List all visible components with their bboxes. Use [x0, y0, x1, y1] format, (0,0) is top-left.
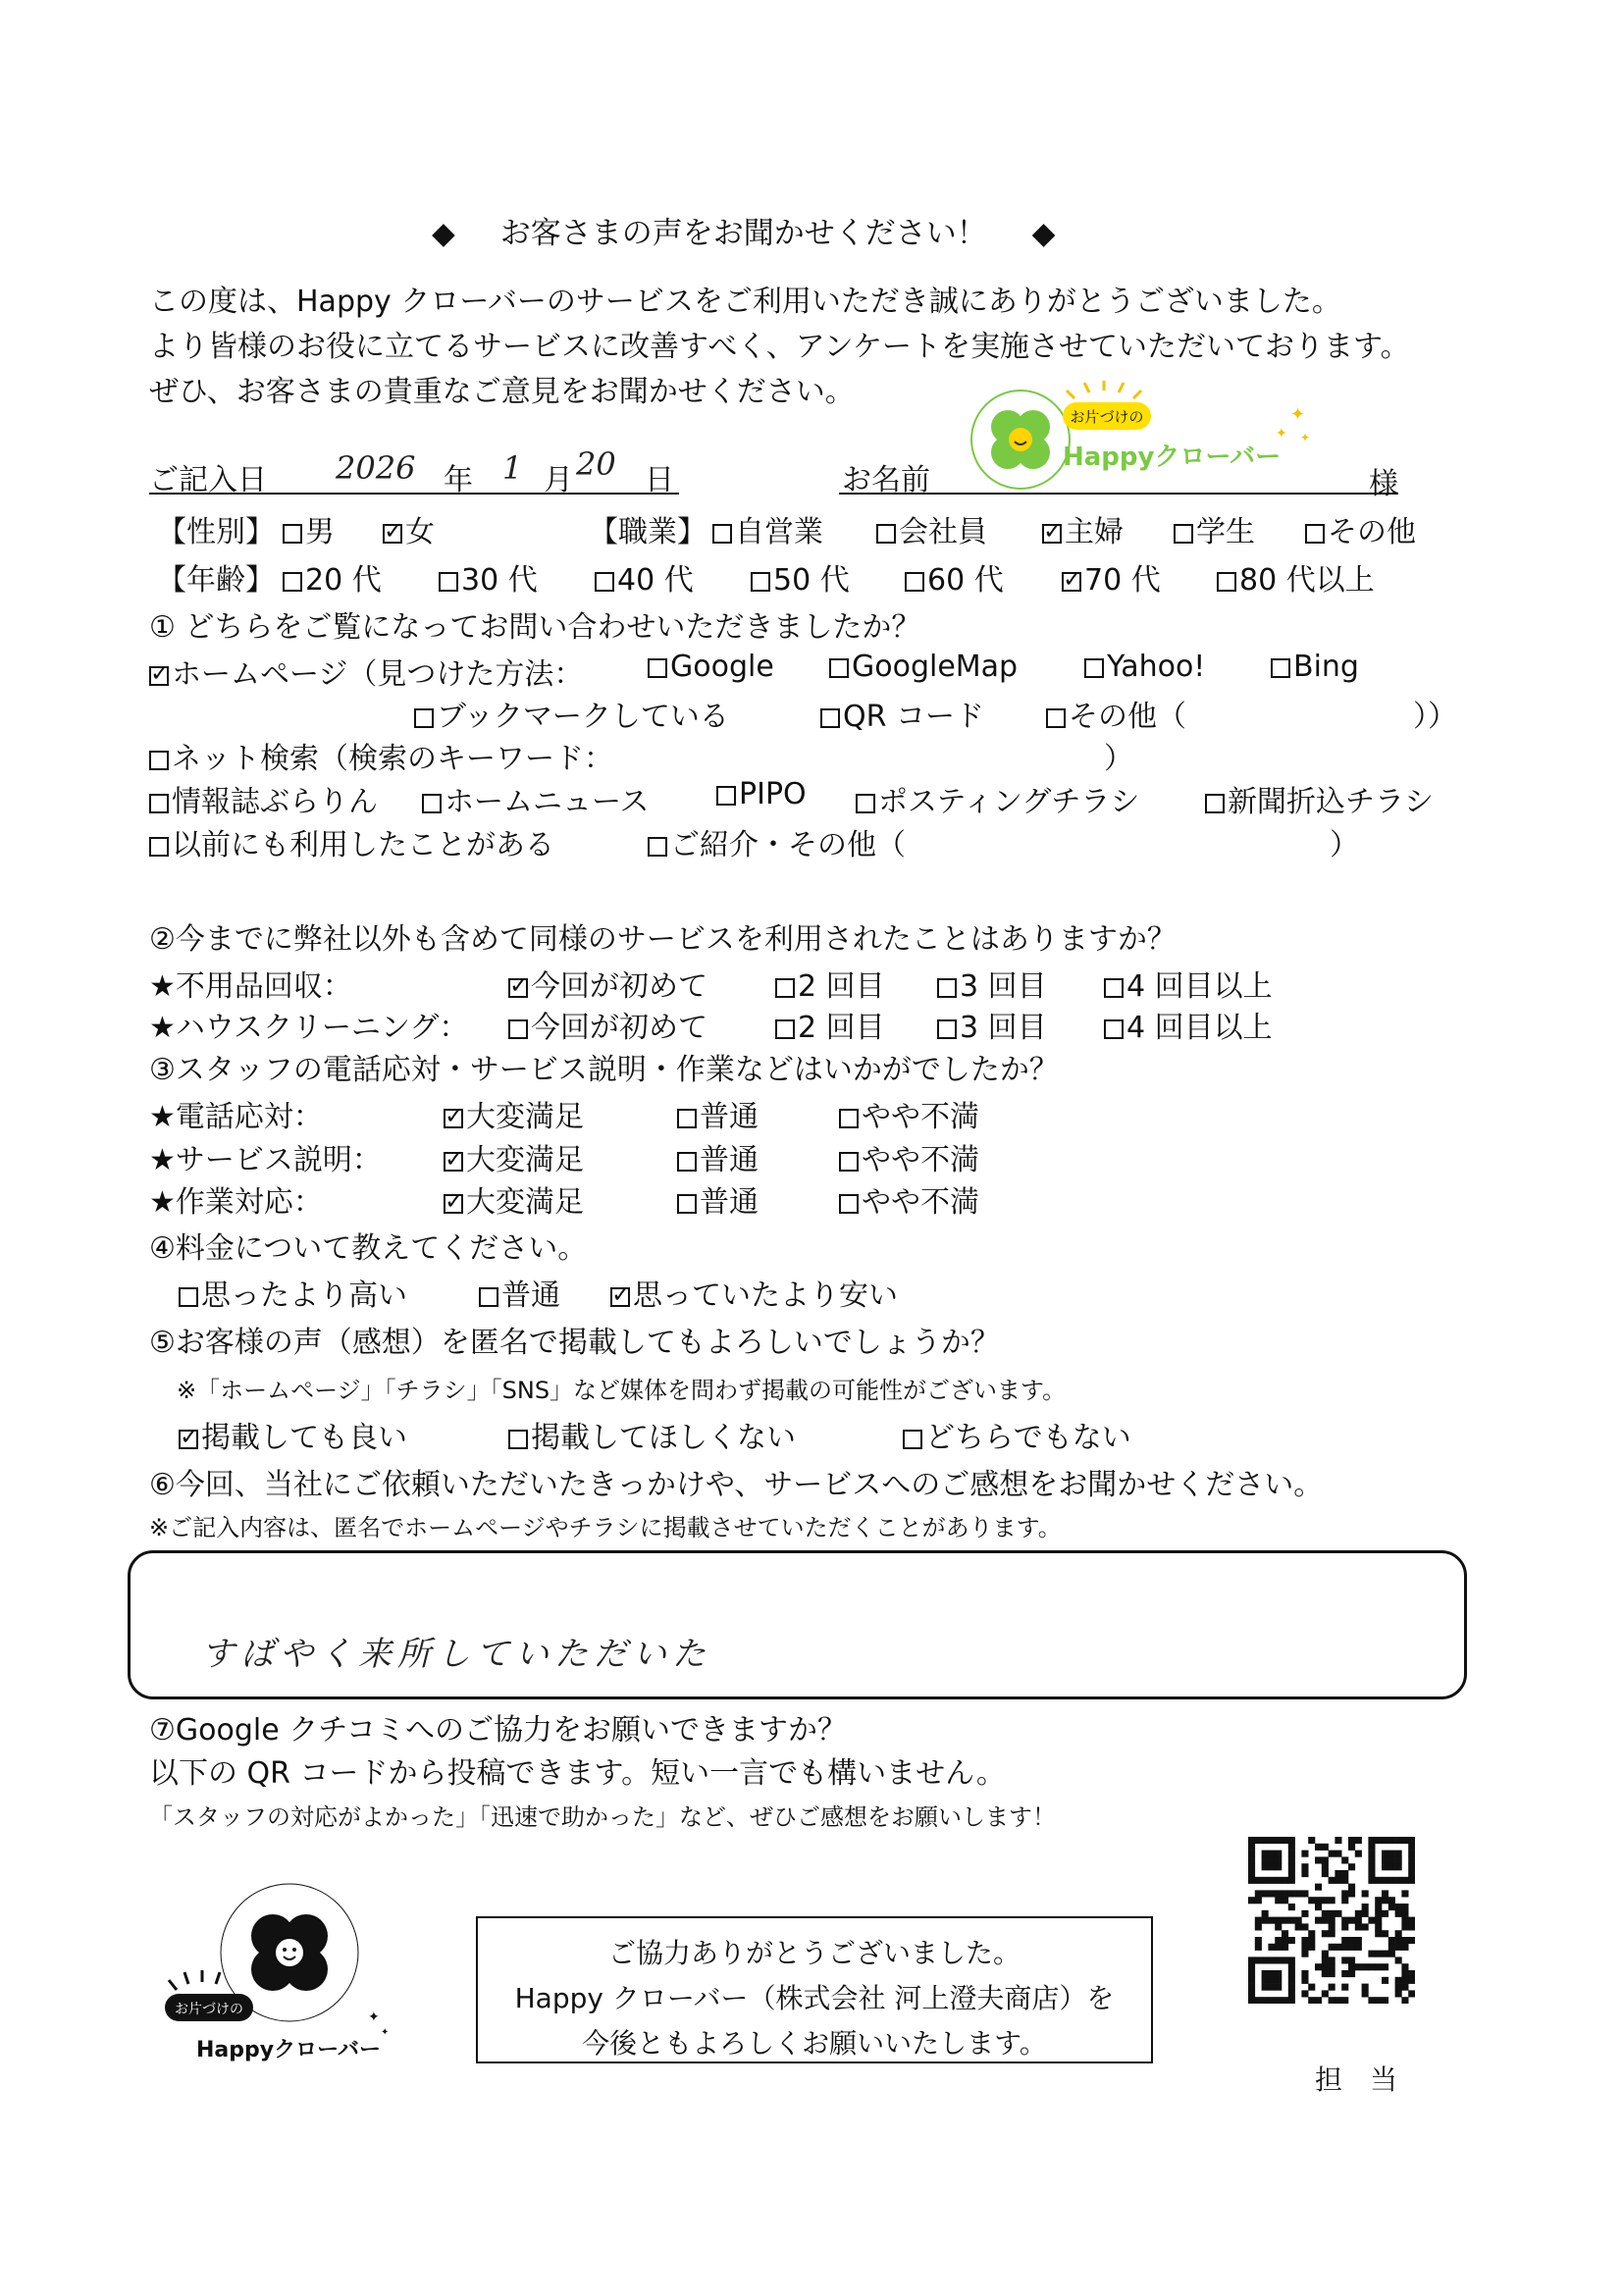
q3-work-normal[interactable]: 普通 — [677, 1177, 759, 1221]
name-label: お名前 — [842, 463, 930, 497]
checkbox-checked-icon[interactable] — [1062, 572, 1081, 592]
q2-cleaning-fourth-plus[interactable]: 4 回目以上 — [1104, 1003, 1273, 1046]
checkbox-icon[interactable] — [283, 572, 302, 592]
checkbox-icon[interactable] — [937, 1019, 957, 1039]
job-option-self-employed[interactable]: 自営業 — [712, 507, 823, 550]
checkbox-icon[interactable] — [439, 572, 458, 592]
month-value[interactable]: 1 — [502, 449, 523, 487]
checkbox-icon[interactable] — [876, 524, 896, 544]
checkbox-icon[interactable] — [716, 786, 736, 806]
q1-media-info-magazine[interactable]: 情報誌ぶらりん — [149, 777, 378, 820]
checkbox-checked-icon[interactable] — [444, 1152, 463, 1172]
q5-note: ※「ホームページ」「チラシ」「SNS」など媒体を問わず掲載の可能性がございます。 — [177, 1377, 1067, 1404]
day-value[interactable]: 20 — [576, 445, 616, 483]
age-option-80-plus[interactable]: 80 代以上 — [1217, 555, 1375, 599]
checkbox-icon[interactable] — [677, 1109, 697, 1128]
date-label: ご記入日 — [149, 463, 267, 497]
q4-normal[interactable]: 普通 — [479, 1271, 560, 1314]
q2-cleaning-third[interactable]: 3 回目 — [937, 1003, 1047, 1046]
q1-method-bookmark[interactable]: ブックマークしている — [414, 692, 729, 735]
svg-text:✦: ✦ — [381, 2027, 390, 2038]
age-option-30[interactable]: 30 代 — [439, 555, 538, 599]
checkbox-checked-icon[interactable] — [149, 666, 169, 686]
year-value[interactable]: 2026 — [336, 449, 416, 487]
qr-code[interactable] — [1248, 1837, 1415, 2004]
month-unit: 月 — [544, 463, 573, 497]
q7-line-2: 「スタッフの対応がよかった」「迅速で助かった」など、ぜひご感想をお願いします！ — [149, 1803, 1056, 1831]
job-option-housewife[interactable]: ✓ 主婦 — [1042, 507, 1124, 550]
q2-question: ②今までに弊社以外も含めて同様のサービスを利用されたことはありますか？ — [149, 922, 1177, 957]
q3-work-very-satisfied[interactable]: ✓ 大変満足 — [444, 1177, 584, 1221]
thanks-line-1: ご協力ありがとうございました。 — [607, 1937, 1021, 1969]
q3-phone-dissatisfied[interactable]: やや不満 — [839, 1092, 979, 1135]
checkbox-icon[interactable] — [1174, 524, 1193, 544]
checkbox-icon[interactable] — [479, 1287, 498, 1307]
comment-answer[interactable]: すばやく来所していただいた — [201, 1635, 711, 1674]
logo-top-small-text: お片づけの — [1070, 408, 1144, 426]
q3-phone-very-satisfied[interactable]: ✓ 大変満足 — [444, 1092, 584, 1135]
checkbox-icon[interactable] — [595, 572, 614, 592]
q1-previous-use[interactable]: 以前にも利用したことがある — [149, 820, 554, 863]
checkbox-icon[interactable] — [508, 1019, 528, 1039]
checkbox-icon[interactable] — [751, 572, 770, 592]
q2-row-label-cleaning: ★ハウスクリーニング： — [149, 1011, 469, 1045]
checkbox-icon[interactable] — [1217, 572, 1236, 592]
page-title: お客さまの声をお聞かせください！ — [499, 216, 987, 251]
checkbox-checked-icon[interactable] — [179, 1430, 198, 1449]
checkbox-icon[interactable] — [903, 1430, 922, 1449]
q1-method-other[interactable]: その他（ — [1046, 692, 1186, 735]
q5-disallow[interactable]: 掲載してほしくない — [508, 1413, 796, 1456]
q7-line-1: 以下の QR コードから投稿できます。短い一言でも構いません。 — [149, 1756, 1006, 1791]
checkbox-icon[interactable] — [1104, 1019, 1124, 1039]
q1-method-qr[interactable]: QR コード — [820, 692, 984, 735]
job-option-student[interactable]: 学生 — [1174, 507, 1255, 550]
q3-work-dissatisfied[interactable]: やや不満 — [839, 1177, 979, 1221]
q1-referral-close: ） — [1330, 828, 1359, 862]
logo-bottom-main-text: Happyクローバー — [196, 2038, 381, 2062]
age-option-20[interactable]: 20 代 — [283, 555, 382, 599]
thanks-line-2: Happy クローバー（株式会社 河上澄夫商店）を — [514, 1982, 1115, 2014]
comment-box[interactable] — [128, 1550, 1467, 1699]
q3-explanation-very-satisfied[interactable]: ✓ 大変満足 — [444, 1135, 584, 1178]
clover-logo-bottom-icon — [157, 1874, 402, 2080]
job-option-employee[interactable]: 会社員 — [876, 507, 987, 550]
diamond-icon: ◆ — [432, 216, 455, 251]
q3-question: ③スタッフの電話応対・サービス説明・作業などはいかがでしたか？ — [149, 1053, 1059, 1087]
q1-method-yahoo[interactable]: Yahoo! — [1084, 650, 1205, 684]
checkbox-icon[interactable] — [149, 794, 169, 813]
checkbox-icon[interactable] — [1046, 708, 1066, 728]
q1-method-google[interactable]: Google — [648, 650, 774, 684]
logo-bottom-small-text: お片づけの — [175, 2002, 243, 2017]
q1-media-home-news[interactable]: ホームニュース — [422, 777, 650, 820]
checkbox-icon[interactable] — [839, 1109, 859, 1128]
q4-cheaper[interactable]: ✓ 思っていたより安い — [610, 1271, 898, 1314]
q2-junk-first[interactable]: ✓ 今回が初めて — [508, 962, 707, 1005]
q5-question: ⑤お客様の声（感想）を匿名で掲載してもよろしいでしょうか？ — [149, 1326, 1000, 1360]
q1-homepage-option[interactable]: ✓ホームページ（見つけた方法： — [149, 650, 583, 693]
checkbox-icon[interactable] — [149, 837, 169, 857]
checkbox-icon[interactable] — [1084, 658, 1104, 678]
q4-expensive[interactable]: 思ったより高い — [179, 1271, 407, 1314]
qr-code-icon[interactable] — [1248, 1837, 1415, 2004]
q1-method-bing[interactable]: Bing — [1271, 650, 1359, 684]
age-label: 【年齢】 — [157, 563, 275, 598]
checkbox-icon[interactable] — [422, 794, 442, 813]
svg-text:✦: ✦ — [1290, 404, 1306, 425]
checkbox-icon[interactable] — [712, 524, 732, 544]
thanks-line-3: 今後ともよろしくお願いいたします。 — [582, 2027, 1047, 2060]
checkbox-icon[interactable] — [820, 708, 840, 728]
q1-method-other-close: ）） — [1413, 700, 1457, 734]
q4-question: ④料金について教えてください。 — [149, 1231, 588, 1266]
checkbox-checked-icon[interactable] — [508, 978, 528, 998]
q1-method-googlemap[interactable]: GoogleMap — [829, 650, 1018, 684]
happy-clover-logo-bottom — [157, 1874, 402, 2080]
checkbox-checked-icon[interactable] — [444, 1109, 463, 1128]
checkbox-icon[interactable] — [905, 572, 924, 592]
checkbox-icon[interactable] — [856, 794, 875, 813]
job-option-other[interactable]: その他 — [1305, 507, 1416, 550]
q3-explanation-dissatisfied[interactable]: やや不満 — [839, 1135, 979, 1178]
checkbox-icon[interactable] — [648, 658, 667, 678]
q1-media-newspaper-flyer[interactable]: 新聞折込チラシ — [1205, 777, 1434, 820]
checkbox-checked-icon[interactable] — [1042, 524, 1062, 544]
q6-question: ⑥今回、当社にご依頼いただいたきっかけや、サービスへのご感想をお聞かせください。 — [149, 1468, 1324, 1502]
checkbox-icon[interactable] — [414, 708, 434, 728]
q2-row-label-junk: ★不用品回収： — [149, 969, 352, 1004]
checkbox-icon[interactable] — [937, 978, 957, 998]
q3-row-label-phone: ★電話応対： — [149, 1100, 323, 1134]
q1-media-posting-flyer[interactable]: ポスティングチラシ — [856, 777, 1139, 820]
q1-question: ① どちらをご覧になってお問い合わせいただきましたか？ — [149, 610, 921, 645]
logo-top-main-text: Happyクローバー — [1063, 443, 1282, 472]
checkbox-icon[interactable] — [775, 978, 795, 998]
q5-allow[interactable]: ✓掲載しても良い — [179, 1413, 407, 1456]
day-unit: 日 — [645, 463, 674, 497]
age-option-40[interactable]: 40 代 — [595, 555, 694, 599]
q2-cleaning-first[interactable]: 今回が初めて — [508, 1003, 707, 1046]
checkbox-checked-icon[interactable] — [383, 524, 402, 544]
gender-option-female[interactable]: ✓ 女 — [383, 507, 435, 550]
q2-cleaning-second[interactable]: 2 回目 — [775, 1003, 885, 1046]
q6-note: ※ご記入内容は、匿名でホームページやチラシに掲載させていただくことがあります。 — [149, 1514, 1062, 1541]
checkbox-icon[interactable] — [283, 524, 302, 544]
year-unit: 年 — [444, 463, 473, 497]
checkbox-icon[interactable] — [775, 1019, 795, 1039]
svg-text:✦: ✦ — [1300, 431, 1311, 444]
intro-line-1: この度は、Happy クローバーのサービスをご利用いただき誠にありがとうございました。 — [149, 285, 1341, 319]
q3-explanation-normal[interactable]: 普通 — [677, 1135, 759, 1178]
page-title-row — [432, 208, 1055, 252]
checkbox-icon[interactable] — [1205, 794, 1225, 813]
staff-label: 担 当 — [1315, 2063, 1398, 2096]
checkbox-icon[interactable] — [839, 1152, 859, 1172]
gender-label: 【性別】 — [157, 515, 275, 549]
q1-net-search-option[interactable]: ネット検索（検索のキーワード： — [149, 734, 613, 777]
checkbox-icon[interactable] — [179, 1287, 198, 1307]
q3-phone-normal[interactable]: 普通 — [677, 1092, 759, 1135]
age-option-70[interactable]: ✓ 70 代 — [1062, 555, 1161, 599]
svg-text:✦: ✦ — [368, 2009, 380, 2025]
name-suffix: 様 — [1369, 467, 1398, 501]
gender-option-male[interactable]: 男 — [283, 507, 335, 550]
checkbox-icon[interactable] — [1104, 978, 1124, 998]
thanks-box — [476, 1916, 1153, 2063]
age-option-50[interactable]: 50 代 — [751, 555, 850, 599]
job-label: 【職業】 — [589, 515, 707, 549]
checkbox-icon[interactable] — [677, 1194, 697, 1214]
q3-row-label-explanation: ★サービス説明： — [149, 1143, 382, 1177]
q2-junk-third[interactable]: 3 回目 — [937, 962, 1047, 1005]
date-row — [149, 445, 679, 497]
q1-referral-other[interactable]: ご紹介・その他（ — [648, 820, 906, 863]
q7-question: ⑦Google クチコミへのご協力をお願いできますか？ — [149, 1713, 848, 1748]
q2-junk-second[interactable]: 2 回目 — [775, 962, 885, 1005]
q3-row-label-work: ★作業対応： — [149, 1185, 323, 1220]
q1-media-pipo[interactable]: PIPO — [716, 777, 807, 811]
q2-junk-fourth-plus[interactable]: 4 回目以上 — [1104, 962, 1273, 1005]
checkbox-checked-icon[interactable] — [610, 1287, 630, 1307]
checkbox-icon[interactable] — [149, 751, 169, 770]
checkbox-icon[interactable] — [1305, 524, 1325, 544]
intro-line-2: より皆様のお役に立てるサービスに改善すべく、アンケートを実施させていただいております。 — [149, 330, 1410, 364]
checkbox-checked-icon[interactable] — [444, 1194, 463, 1214]
q5-neither[interactable]: どちらでもない — [903, 1413, 1131, 1456]
intro-line-3: ぜひ、お客さまの貴重なご意見をお聞かせください。 — [149, 375, 855, 409]
diamond-icon: ◆ — [1031, 216, 1056, 251]
checkbox-icon[interactable] — [648, 837, 667, 857]
checkbox-icon[interactable] — [677, 1152, 697, 1172]
checkbox-icon[interactable] — [508, 1430, 528, 1449]
svg-text:✦: ✦ — [1276, 426, 1287, 442]
q1-net-search-close: ） — [1104, 742, 1133, 776]
checkbox-icon[interactable] — [1271, 658, 1290, 678]
checkbox-icon[interactable] — [839, 1194, 859, 1214]
age-option-60[interactable]: 60 代 — [905, 555, 1004, 599]
checkbox-icon[interactable] — [829, 658, 849, 678]
